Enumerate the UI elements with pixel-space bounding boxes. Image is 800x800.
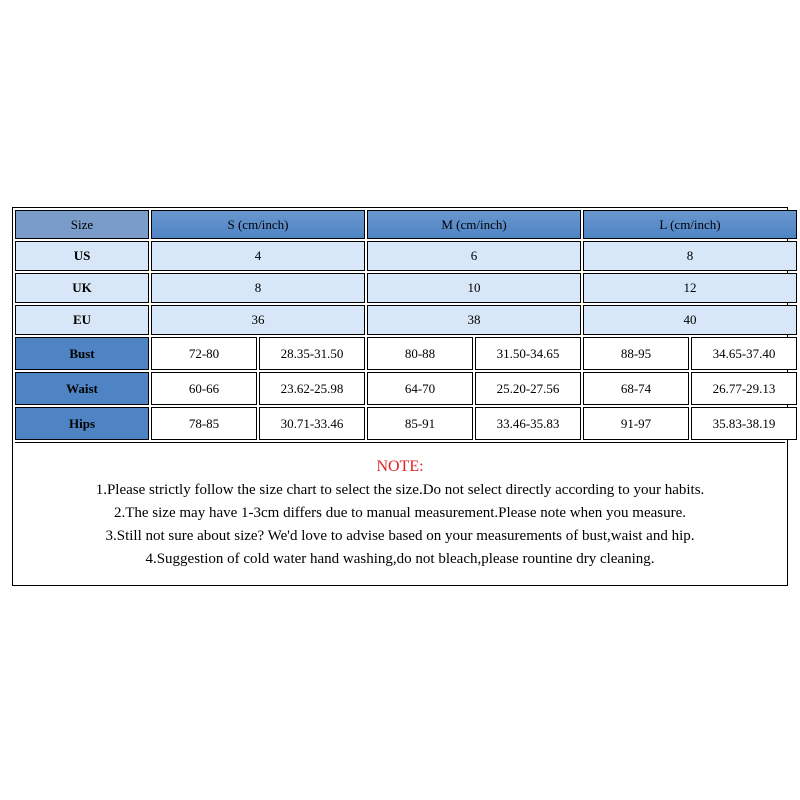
uk-size-s: 8 bbox=[151, 273, 365, 303]
bust-m-inch: 31.50-34.65 bbox=[475, 337, 581, 370]
bust-s-cm: 72-80 bbox=[151, 337, 257, 370]
hips-row bbox=[15, 407, 797, 440]
uk-size-l: 12 bbox=[583, 273, 797, 303]
size-header-cell: Size bbox=[15, 210, 149, 239]
size-l-header: L (cm/inch) bbox=[583, 210, 797, 239]
eu-row bbox=[15, 305, 797, 335]
waist-s-inch: 23.62-25.98 bbox=[259, 372, 365, 405]
size-m-header: M (cm/inch) bbox=[367, 210, 581, 239]
bust-s-inch: 28.35-31.50 bbox=[259, 337, 365, 370]
size-table bbox=[13, 208, 799, 442]
waist-m-cm: 64-70 bbox=[367, 372, 473, 405]
uk-size-m: 10 bbox=[367, 273, 581, 303]
eu-size-l: 40 bbox=[583, 305, 797, 335]
us-size-s: 4 bbox=[151, 241, 365, 271]
note-line-2: 2.The size may have 1-3cm differs due to manual measurement.Please note when you measure. bbox=[113, 505, 687, 521]
bust-l-inch: 34.65-37.40 bbox=[691, 337, 797, 370]
hips-l-cm: 91-97 bbox=[583, 407, 689, 440]
row-label-us: US bbox=[15, 241, 149, 271]
bust-m-cm: 80-88 bbox=[367, 337, 473, 370]
note-title: NOTE: bbox=[376, 458, 424, 475]
hips-m-cm: 85-91 bbox=[367, 407, 473, 440]
waist-row bbox=[15, 372, 797, 405]
hips-m-inch: 33.46-35.83 bbox=[475, 407, 581, 440]
hips-s-inch: 30.71-33.46 bbox=[259, 407, 365, 440]
waist-s-cm: 60-66 bbox=[151, 372, 257, 405]
waist-m-inch: 25.20-27.56 bbox=[475, 372, 581, 405]
waist-l-cm: 68-74 bbox=[583, 372, 689, 405]
eu-size-m: 38 bbox=[367, 305, 581, 335]
waist-l-inch: 26.77-29.13 bbox=[691, 372, 797, 405]
note-line-3: 3.Still not sure about size? We'd love to advise based on your measurements of bust,waist and hip. bbox=[105, 528, 695, 544]
us-row bbox=[15, 241, 797, 271]
row-label-bust: Bust bbox=[15, 337, 149, 370]
header-row bbox=[15, 210, 797, 239]
row-label-hips: Hips bbox=[15, 407, 149, 440]
bust-row bbox=[15, 337, 797, 370]
us-size-l: 8 bbox=[583, 241, 797, 271]
notes-section bbox=[15, 442, 785, 585]
hips-s-cm: 78-85 bbox=[151, 407, 257, 440]
row-label-uk: UK bbox=[15, 273, 149, 303]
eu-size-s: 36 bbox=[151, 305, 365, 335]
size-s-header: S (cm/inch) bbox=[151, 210, 365, 239]
uk-row bbox=[15, 273, 797, 303]
note-line-1: 1.Please strictly follow the size chart to select the size.Do not select directly according to your habits. bbox=[95, 482, 705, 498]
bust-l-cm: 88-95 bbox=[583, 337, 689, 370]
row-label-eu: EU bbox=[15, 305, 149, 335]
note-line-4: 4.Suggestion of cold water hand washing,do not bleach,please rountine dry cleaning. bbox=[145, 551, 655, 567]
row-label-waist: Waist bbox=[15, 372, 149, 405]
size-chart bbox=[12, 207, 788, 586]
hips-l-inch: 35.83-38.19 bbox=[691, 407, 797, 440]
us-size-m: 6 bbox=[367, 241, 581, 271]
